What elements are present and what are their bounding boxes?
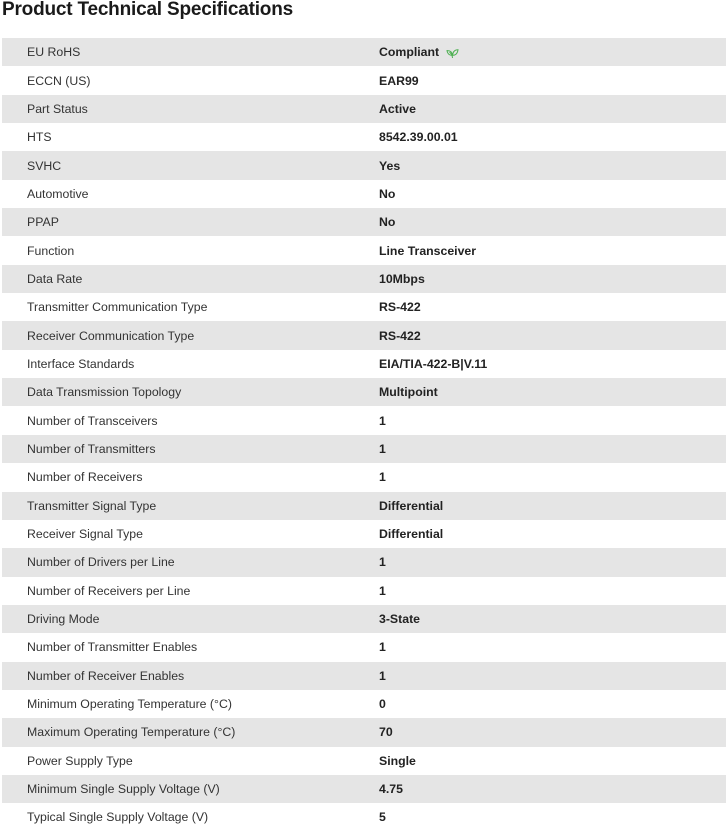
spec-value-text: 1 bbox=[379, 413, 386, 428]
spec-value bbox=[379, 640, 386, 654]
spec-value bbox=[379, 499, 443, 513]
page-title: Product Technical Specifications bbox=[2, 0, 293, 20]
spec-value bbox=[379, 414, 386, 428]
spec-label: Interface Standards bbox=[27, 356, 135, 371]
spec-value bbox=[379, 74, 419, 88]
spec-value bbox=[379, 754, 416, 768]
spec-label: Minimum Single Supply Voltage (V) bbox=[27, 782, 220, 797]
spec-row bbox=[2, 435, 726, 463]
spec-value-text: Compliant bbox=[379, 45, 440, 60]
spec-row bbox=[2, 633, 726, 661]
spec-label: PPAP bbox=[27, 215, 59, 230]
spec-row bbox=[2, 151, 726, 179]
spec-value-text: 1 bbox=[379, 640, 386, 655]
spec-label: Part Status bbox=[27, 101, 88, 116]
spec-value-text: No bbox=[379, 215, 396, 230]
spec-value bbox=[379, 102, 416, 116]
spec-row bbox=[2, 605, 726, 633]
spec-label: Number of Receiver Enables bbox=[27, 668, 185, 683]
spec-label: SVHC bbox=[27, 158, 62, 173]
spec-value-text: Multipoint bbox=[379, 385, 438, 400]
spec-row bbox=[2, 265, 726, 293]
spec-row bbox=[2, 548, 726, 576]
spec-value bbox=[379, 697, 386, 711]
spec-label: Maximum Operating Temperature (°C) bbox=[27, 725, 236, 740]
spec-value bbox=[379, 669, 386, 683]
spec-value bbox=[379, 45, 459, 59]
spec-row bbox=[2, 236, 726, 264]
spec-value bbox=[379, 357, 487, 371]
spec-row bbox=[2, 378, 726, 406]
leaf-icon bbox=[446, 48, 459, 59]
spec-value-text: 70 bbox=[379, 725, 393, 740]
spec-value bbox=[379, 555, 386, 569]
spec-row bbox=[2, 180, 726, 208]
spec-label: Number of Receivers per Line bbox=[27, 583, 191, 598]
spec-value bbox=[379, 470, 386, 484]
spec-value bbox=[379, 810, 386, 824]
spec-label: Driving Mode bbox=[27, 612, 100, 627]
spec-row bbox=[2, 350, 726, 378]
spec-value bbox=[379, 612, 420, 626]
spec-value bbox=[379, 725, 393, 739]
spec-value-text: RS-422 bbox=[379, 300, 421, 315]
spec-value bbox=[379, 329, 421, 343]
spec-value bbox=[379, 527, 443, 541]
spec-label: Typical Single Supply Voltage (V) bbox=[27, 810, 209, 825]
spec-value bbox=[379, 187, 395, 201]
spec-row bbox=[2, 690, 726, 718]
spec-value-text: 5 bbox=[379, 810, 386, 825]
spec-row bbox=[2, 208, 726, 236]
spec-value-text: 1 bbox=[379, 470, 386, 485]
spec-label: Minimum Operating Temperature (°C) bbox=[27, 697, 232, 712]
spec-value-text: 3-State bbox=[379, 612, 421, 627]
spec-value bbox=[379, 385, 438, 399]
spec-label: Power Supply Type bbox=[27, 753, 133, 768]
spec-value-text: 10Mbps bbox=[379, 271, 425, 286]
spec-value-text: EAR99 bbox=[379, 73, 419, 88]
spec-value-text: Differential bbox=[379, 498, 444, 513]
spec-value-text: Active bbox=[379, 101, 416, 116]
spec-label: ECCN (US) bbox=[27, 73, 91, 88]
spec-label: Data Rate bbox=[27, 271, 83, 286]
spec-row bbox=[2, 775, 726, 803]
spec-label: HTS bbox=[27, 130, 52, 145]
spec-value bbox=[379, 159, 400, 173]
spec-value bbox=[379, 272, 425, 286]
spec-value-text: Single bbox=[379, 753, 416, 768]
spec-row bbox=[2, 577, 726, 605]
spec-value bbox=[379, 584, 386, 598]
spec-value-text: 1 bbox=[379, 668, 386, 683]
spec-value-text: 1 bbox=[379, 583, 386, 598]
spec-row bbox=[2, 463, 726, 491]
spec-value bbox=[379, 782, 403, 796]
spec-label: Number of Transmitter Enables bbox=[27, 640, 198, 655]
spec-row bbox=[2, 718, 726, 746]
spec-value-text: 8542.39.00.01 bbox=[379, 130, 458, 145]
spec-label: Number of Transmitters bbox=[27, 441, 156, 456]
spec-row bbox=[2, 38, 726, 66]
spec-label: Function bbox=[27, 243, 75, 258]
spec-row bbox=[2, 293, 726, 321]
spec-row bbox=[2, 747, 726, 775]
spec-value bbox=[379, 442, 386, 456]
spec-value bbox=[379, 130, 458, 144]
spec-value-text: 4.75 bbox=[379, 782, 403, 797]
spec-value-text: 0 bbox=[379, 697, 386, 712]
spec-row bbox=[2, 662, 726, 690]
spec-value-text: Yes bbox=[379, 158, 401, 173]
spec-value-text: No bbox=[379, 186, 396, 201]
spec-label: Number of Drivers per Line bbox=[27, 555, 175, 570]
spec-label: Receiver Signal Type bbox=[27, 527, 143, 542]
spec-value-text: Line Transceiver bbox=[379, 243, 477, 258]
spec-value-text: 1 bbox=[379, 555, 386, 570]
spec-value-text: EIA/TIA-422-B|V.11 bbox=[379, 356, 488, 371]
spec-row bbox=[2, 123, 726, 151]
spec-label: Data Transmission Topology bbox=[27, 385, 182, 400]
spec-row bbox=[2, 66, 726, 94]
spec-label: Number of Transceivers bbox=[27, 413, 158, 428]
spec-row bbox=[2, 803, 726, 831]
spec-label: Transmitter Signal Type bbox=[27, 498, 157, 513]
spec-table bbox=[2, 38, 726, 832]
spec-value bbox=[379, 244, 476, 258]
spec-row bbox=[2, 321, 726, 349]
spec-label: Number of Receivers bbox=[27, 470, 143, 485]
spec-value-text: RS-422 bbox=[379, 328, 421, 343]
spec-row bbox=[2, 406, 726, 434]
spec-value-text: Differential bbox=[379, 527, 444, 542]
spec-value bbox=[379, 300, 421, 314]
spec-label: Automotive bbox=[27, 186, 89, 201]
spec-value bbox=[379, 215, 395, 229]
spec-label: Transmitter Communication Type bbox=[27, 300, 208, 315]
spec-label: EU RoHS bbox=[27, 45, 81, 60]
spec-row bbox=[2, 492, 726, 520]
spec-row bbox=[2, 520, 726, 548]
spec-value-text: 1 bbox=[379, 441, 386, 456]
spec-row bbox=[2, 95, 726, 123]
spec-label: Receiver Communication Type bbox=[27, 328, 195, 343]
